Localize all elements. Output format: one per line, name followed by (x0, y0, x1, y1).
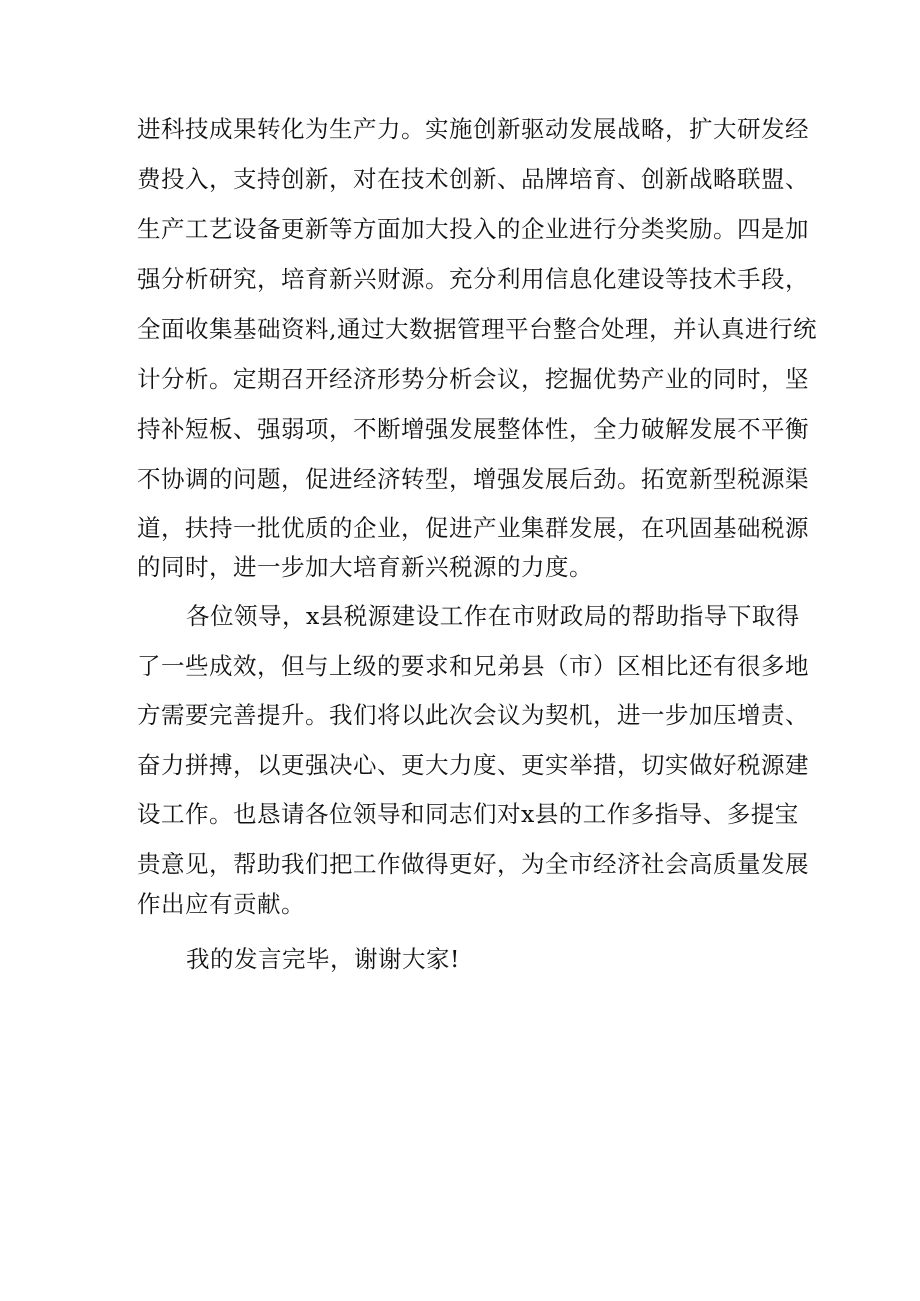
paragraph-line: 计分析。定期召开经济形势分析会议，挖掘优势产业的同时，坚 (137, 365, 809, 393)
paragraph-line: 设工作。也恳请各位领导和同志们对x县的工作多指导、多提宝 (137, 800, 799, 828)
paragraph-line: 奋力拼搏，以更强决心、更大力度、更实举措，切实做好税源建 (137, 751, 809, 779)
paragraph-line: 作出应有贡献。 (137, 890, 305, 918)
paragraph-line: 强分析研究，培育新兴财源。充分利用信息化建设等技术手段， (137, 265, 809, 293)
closing-line: 我的发言完毕，谢谢大家! (186, 945, 460, 973)
paragraph-line: 了一些成效，但与上级的要求和兄弟县（市）区相比还有很多地 (137, 652, 809, 680)
paragraph-line: 的同时，进一步加大培育新兴税源的力度。 (137, 553, 593, 581)
paragraph-line: 持补短板、强弱项，不断增强发展整体性，全力破解发展不平衡 (137, 415, 809, 443)
paragraph-line: 生产工艺设备更新等方面加大投入的企业进行分类奖励。四是加 (137, 215, 809, 243)
paragraph-line: 费投入，支持创新，对在技术创新、品牌培育、创新战略联盟、 (137, 165, 809, 193)
paragraph-line: 贵意见，帮助我们把工作做得更好，为全市经济社会高质量发展 (137, 850, 809, 878)
paragraph-line: 各位领导，x县税源建设工作在市财政局的帮助指导下取得 (186, 602, 800, 630)
paragraph-line: 道，扶持一批优质的企业，促进产业集群发展，在巩固基础税源 (137, 514, 809, 542)
paragraph-line: 方需要完善提升。我们将以此次会议为契机，进一步加压增责、 (137, 701, 809, 729)
paragraph-line: 不协调的问题，促进经济转型，增强发展后劲。拓宽新型税源渠 (137, 465, 809, 493)
paragraph-line: 进科技成果转化为生产力。实施创新驱动发展战略，扩大研发经 (137, 115, 809, 143)
paragraph-line: 全面收集基础资料,通过大数据管理平台整合处理，并认真进行统 (137, 315, 817, 343)
